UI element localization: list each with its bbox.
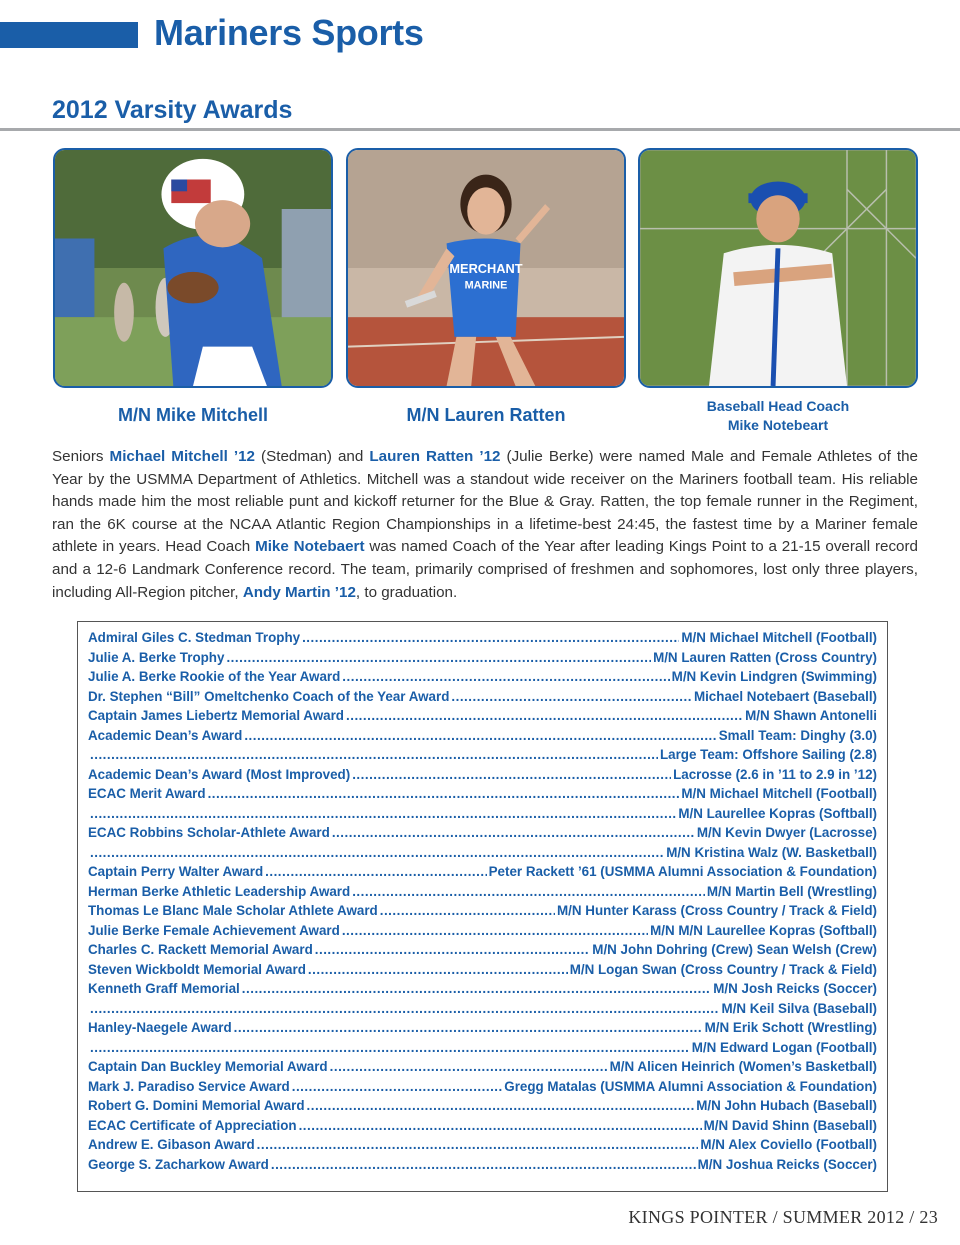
award-name: Admiral Giles C. Stedman Trophy [88, 630, 301, 645]
award-name: ECAC Certificate of Appreciation [88, 1117, 297, 1133]
award-name: Dr. Stephen “Bill” Omeltchenko Coach of the Year Award [88, 688, 450, 704]
section-bar [0, 22, 138, 48]
award-name: Robert G. Domini Memorial Award [88, 1098, 305, 1113]
award-name: ECAC Robbins Scholar-Athlete Award [88, 825, 330, 840]
award-name: Academic Dean’s Award (Most Improved) [88, 766, 351, 782]
awards-list [77, 621, 888, 1192]
page-footer: KINGS POINTER / SUMMER 2012 / 23 [628, 1207, 938, 1227]
award-row [88, 669, 877, 689]
award-name: Captain Dan Buckley Memorial Award [88, 1059, 328, 1074]
dot-leader [299, 1118, 702, 1133]
caption-coach-name: Mike Notebeart [727, 417, 829, 433]
award-recipient: Peter Rackett ’61 (USMMA Alumni Association & Foundation) [488, 864, 877, 879]
award-recipient: M/N John Hubach (Baseball) [696, 1098, 877, 1113]
dot-leader [342, 923, 648, 938]
dot-leader [90, 747, 658, 762]
award-row [88, 903, 877, 923]
award-recipient: M/N David Shinn (Baseball) [703, 1117, 877, 1133]
award-recipient: Gregg Matalas (USMMA Alumni Association & Foundation) [504, 1078, 877, 1094]
award-name: Captain James Liebertz Memorial Award [88, 708, 344, 723]
award-row [88, 1137, 877, 1157]
heading-rule [0, 128, 960, 131]
dot-leader [292, 1079, 503, 1094]
award-name: George S. Zacharkow Award [88, 1156, 269, 1172]
award-row [88, 1059, 877, 1079]
award-recipient: M/N Keil Silva (Baseball) [721, 1000, 877, 1016]
award-name: Mark J. Paradiso Service Award [88, 1078, 290, 1094]
award-row [88, 708, 877, 728]
award-recipient: M/N M/N Laurellee Kopras (Softball) [650, 922, 877, 938]
dot-leader [90, 1001, 719, 1016]
dot-leader [352, 884, 705, 899]
award-row [88, 923, 877, 943]
award-recipient: M/N Shawn Antonelli [745, 708, 877, 723]
award-row [88, 962, 877, 982]
dot-leader [242, 981, 711, 996]
dot-leader [302, 630, 679, 645]
dot-leader [90, 806, 676, 821]
award-name: Charles C. Rackett Memorial Award [88, 942, 313, 957]
award-name: Julie A. Berke Trophy [88, 649, 225, 665]
article-name-highlight: Michael Mitchell ’12 [109, 448, 255, 465]
dot-leader [307, 1098, 695, 1113]
article-text: Seniors [52, 448, 110, 465]
award-recipient: Large Team: Offshore Sailing (2.8) [659, 747, 877, 762]
award-row [88, 806, 877, 826]
award-recipient: M/N Michael Mitchell (Football) [681, 630, 877, 645]
award-name: Julie Berke Female Achievement Award [88, 922, 340, 938]
award-row [88, 981, 877, 1001]
award-row [88, 630, 877, 650]
award-recipient: M/N Lauren Ratten (Cross Country) [653, 649, 877, 665]
article-text: was named Coach of the Year after leading Kings Point to a 21-15 overall record and a 12-6 Landmark Conference record. The team, primarily comprised of freshmen and sophomores, lost only three players, including All-Region pitcher, [52, 538, 918, 601]
award-recipient: M/N Josh Reicks (Soccer) [713, 981, 877, 996]
award-recipient: M/N Hunter Karass (Cross Country / Track & Field) [557, 903, 877, 918]
award-recipient: M/N Logan Swan (Cross Country / Track & Field) [569, 961, 877, 977]
dot-leader [226, 650, 651, 665]
svg-text:MARINE: MARINE [464, 279, 508, 292]
award-name: Captain Perry Walter Award [88, 864, 264, 879]
caption-coach-title: Baseball Head Coach [706, 398, 850, 414]
award-row [88, 845, 877, 865]
award-row [88, 747, 877, 767]
section-title: Mariners Sports [154, 12, 424, 53]
award-name: Herman Berke Athletic Leadership Award [88, 883, 351, 899]
award-recipient: M/N Alicen Heinrich (Women’s Basketball) [609, 1059, 877, 1074]
coach-photo [638, 148, 918, 388]
award-row [88, 689, 877, 709]
award-row [88, 786, 877, 806]
dot-leader [380, 903, 555, 918]
award-recipient: M/N Alex Coviello (Football) [700, 1137, 877, 1152]
dot-leader [208, 786, 680, 801]
award-name: Thomas Le Blanc Male Scholar Athlete Award [88, 903, 378, 918]
award-row [88, 825, 877, 845]
article-name-highlight: Andy Martin ’12 [242, 583, 356, 601]
dot-leader [308, 962, 568, 977]
award-row [88, 650, 877, 670]
dot-leader [352, 767, 671, 782]
article-text: , to graduation. [355, 583, 458, 601]
caption-coach [638, 397, 918, 435]
award-row [88, 1079, 877, 1099]
caption-lauren-ratten: M/N Lauren Ratten [406, 405, 566, 425]
award-row [88, 864, 877, 884]
award-row [88, 1001, 877, 1021]
award-recipient: Small Team: Dinghy (3.0) [718, 727, 877, 743]
caption-mike-mitchell: M/N Mike Mitchell [117, 405, 269, 425]
dot-leader [346, 708, 743, 723]
award-recipient: M/N Erik Schott (Wrestling) [704, 1020, 877, 1035]
football-player-photo [53, 148, 333, 388]
award-recipient: M/N Kristina Walz (W. Basketball) [666, 844, 877, 860]
award-row [88, 884, 877, 904]
dot-leader [234, 1020, 703, 1035]
award-row [88, 1118, 877, 1138]
award-name: Steven Wickboldt Memorial Award [88, 961, 306, 977]
article-text: (Stedman) and [255, 448, 370, 465]
award-recipient: M/N Martin Bell (Wrestling) [706, 883, 877, 899]
award-name: Hanley-Naegele Award [88, 1020, 232, 1035]
award-recipient: Lacrosse (2.6 in ’11 to 2.9 in ’12) [673, 766, 877, 782]
award-recipient: M/N Kevin Dwyer (Lacrosse) [696, 825, 877, 840]
award-name: Academic Dean’s Award [88, 727, 243, 743]
award-name: ECAC Merit Award [88, 786, 206, 801]
award-recipient: M/N John Dohring (Crew) Sean Welsh (Crew) [592, 942, 877, 957]
award-name: Kenneth Graff Memorial [88, 981, 240, 996]
dot-leader [90, 1040, 690, 1055]
award-name: Julie A. Berke Rookie of the Year Award [88, 669, 341, 684]
award-row [88, 942, 877, 962]
article-text: (Julie Berke) were named Male and Female Athletes of the Year by the USMMA Department of Athletics. Mitchell was a standout wide receiver on the Mariners football team. His reliable hands made him the most reliable punt and kickoff returner for the Blue & Gray. Ratten, the top female runner in the Regiment, ran the 6K course at the NCAA Atlantic Region Championships in a lifetime-best 24:45, the fastest time by a Mariner female athlete in years. Head Coach [52, 448, 918, 556]
award-row [88, 1098, 877, 1118]
article-name-highlight: Mike Notebaert [255, 538, 365, 556]
dot-leader [257, 1137, 699, 1152]
dot-leader [90, 845, 664, 860]
article-paragraph [52, 446, 918, 604]
article-name-highlight: Lauren Ratten ’12 [369, 448, 501, 465]
dot-leader [332, 825, 695, 840]
dot-leader [271, 1157, 696, 1172]
award-recipient: Michael Notebaert (Baseball) [693, 688, 877, 704]
dot-leader [451, 689, 692, 704]
award-recipient: M/N Kevin Lindgren (Swimming) [671, 669, 877, 684]
awards-heading: 2012 Varsity Awards [52, 96, 293, 124]
runner-photo [346, 148, 626, 388]
dot-leader [265, 864, 487, 879]
dot-leader [315, 942, 591, 957]
award-row [88, 728, 877, 748]
award-recipient: M/N Edward Logan (Football) [691, 1039, 877, 1055]
dot-leader [342, 669, 669, 684]
award-row [88, 1157, 877, 1177]
award-row [88, 1020, 877, 1040]
svg-text:MERCHANT: MERCHANT [449, 260, 523, 276]
award-name: Andrew E. Gibason Award [88, 1137, 255, 1152]
award-row [88, 767, 877, 787]
award-row [88, 1040, 877, 1060]
dot-leader [244, 728, 716, 743]
award-recipient: M/N Laurellee Kopras (Softball) [678, 805, 877, 821]
dot-leader [330, 1059, 608, 1074]
award-recipient: M/N Joshua Reicks (Soccer) [697, 1156, 877, 1172]
award-recipient: M/N Michael Mitchell (Football) [681, 786, 877, 801]
